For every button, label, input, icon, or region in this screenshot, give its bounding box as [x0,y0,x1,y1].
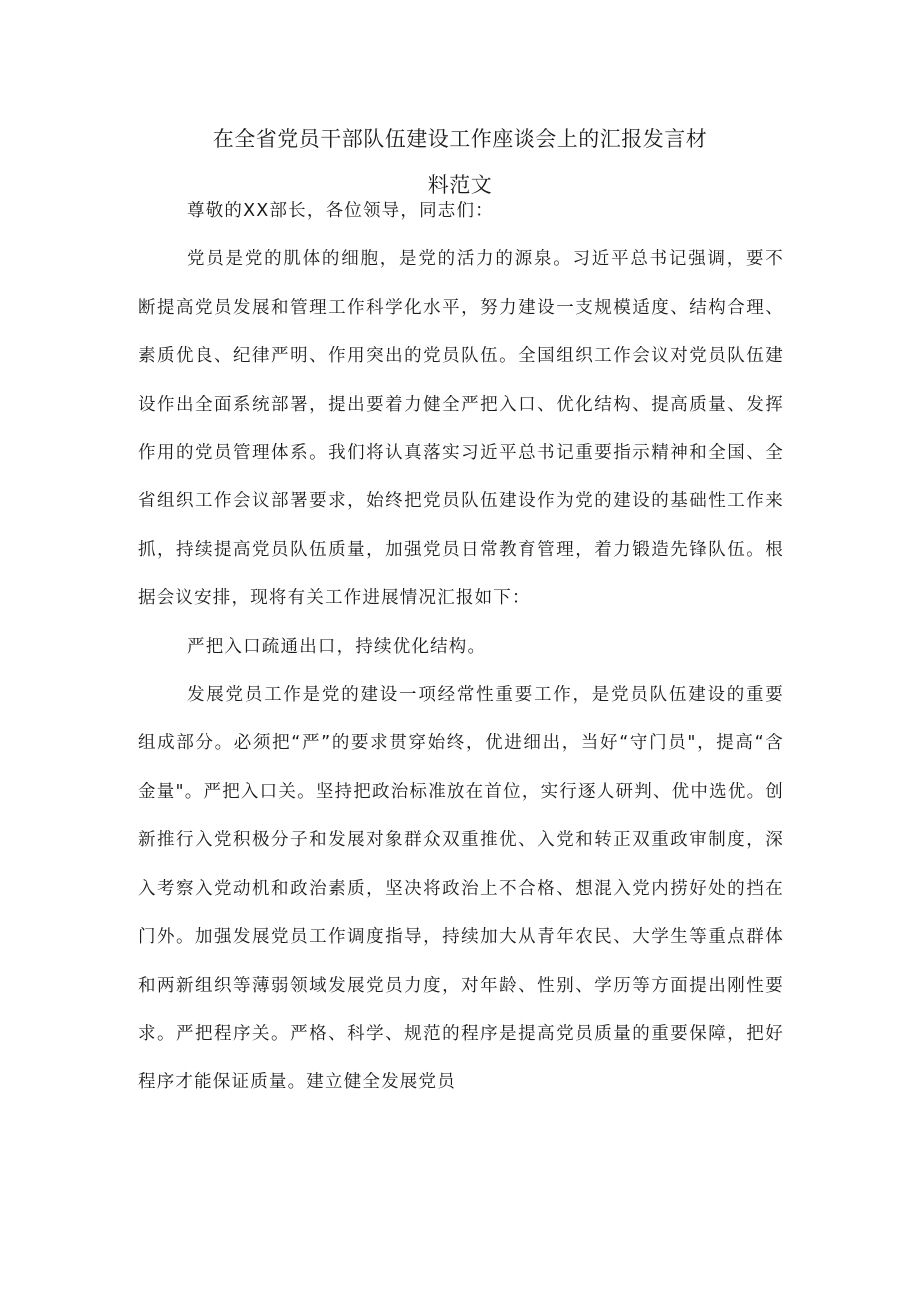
paragraph-recruitment: 发展党员工作是党的建设一项经常性重要工作，是党员队伍建设的重要组成部分。必须把“严”的要求贯穿始终，优进细出，当好“守门员"，提高“含金量"。严把入口关。坚持把政治标准放在首位，实行逐人研判、优中选优。创新推行入党积极分子和发展对象群众双重推优、入党和转正双重政审制度，深入考察入党动机和政治素质，坚决将政治上不合格、想混入党内捞好处的挡在门外。加强发展党员工作调度指导，持续加大从青年农民、大学生等重点群体和两新组织等薄弱领域发展党员力度，对年龄、性别、学历等方面提出刚性要求。严把程序关。严格、科学、规范的程序是提高党员质量的重要保障，把好程序才能保证质量。建立健全发展党员 [138,685,784,1093]
salutation: 尊敬的XX部长，各位领导，同志们： [187,201,494,221]
title-line-1: 在全省党员干部队伍建设工作座谈会上的汇报发言材 [212,127,708,151]
paragraph-intro: 党员是党的肌体的细胞，是党的活力的源泉。习近平总书记强调，要不断提高党员发展和管理工作科学化水平，努力建设一支规模适度、结构合理、素质优良、纪律严明、作用突出的党员队伍。全国组织工作会议对党员队伍建设作出全面系统部署，提出要着力健全严把入口、优化结构、提高质量、发挥作用的党员管理体系。我们将认真落实习近平总书记重要指示精神和全国、全省组织工作会议部署要求，始终把党员队伍建设作为党的建设的基础性工作来抓，持续提高党员队伍质量，加强党员日常教育管理，着力锻造先锋队伍。根据会议安排，现将有关工作进展情况汇报如下： [138,249,784,609]
document-body [138,187,784,1107]
section-heading: 严把入口疏通出口，持续优化结构。 [187,636,487,657]
title-line-2: 料范文 [427,173,493,197]
